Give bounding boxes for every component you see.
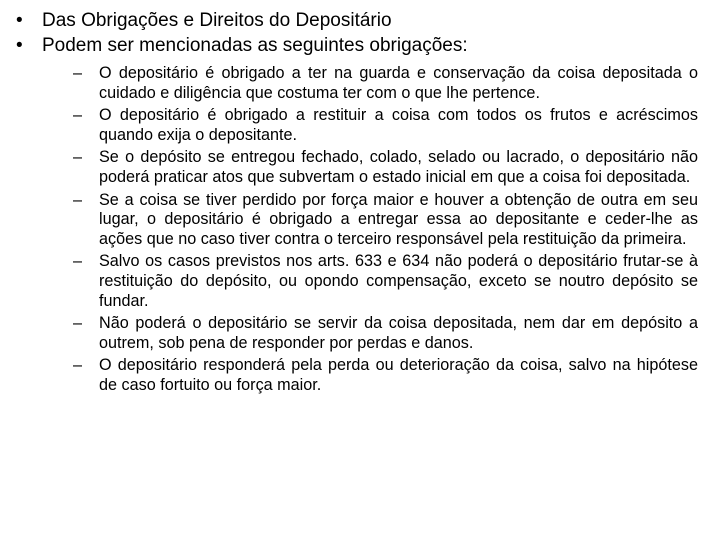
dash-marker: –	[73, 314, 83, 333]
bullet-text: Podem ser mencionadas as seguintes obrigações:	[42, 35, 468, 56]
sub-bullet-item	[73, 64, 698, 103]
dash-marker: –	[73, 106, 83, 125]
sub-bullet-item	[73, 356, 698, 395]
sub-bullet-list	[42, 64, 698, 396]
dash-marker: –	[73, 64, 83, 82]
sub-bullet-text: Não poderá o depositário se servir da coisa depositada, nem dar em depósito a outrem, sob pena de responder por perdas e danos.	[99, 314, 698, 352]
dash-marker: –	[73, 148, 83, 167]
sub-bullet-text: O depositário é obrigado a ter na guarda e conservação da coisa depositada o cuidado e diligência que costuma ter com o que lhe pertence.	[99, 64, 698, 102]
bullet-list	[16, 8, 698, 396]
sub-bullet-text: Se a coisa se tiver perdido por força maior e houver a obtenção de outra em seu lugar, o depositário é obrigado a entregar essa ao depositante e ceder-lhe as ações que no caso tiver contra o terceiro responsável pela restituição da primeira.	[99, 190, 698, 248]
bullet-item-title	[16, 8, 698, 33]
sub-bullet-item	[73, 314, 698, 353]
sub-bullet-text: O depositário é obrigado a restituir a coisa com todos os frutos e acréscimos quando exija o depositante.	[99, 106, 698, 144]
bullet-item-obligations	[16, 33, 698, 396]
bullet-marker: •	[16, 10, 23, 31]
sub-bullet-item	[73, 148, 698, 187]
sub-bullet-item	[73, 191, 698, 250]
sub-bullet-item	[73, 252, 698, 311]
bullet-text: Das Obrigações e Direitos do Depositário	[42, 10, 392, 31]
sub-bullet-text: O depositário responderá pela perda ou deterioração da coisa, salvo na hipótese de caso fortuito ou força maior.	[99, 356, 698, 394]
dash-marker: –	[73, 356, 83, 375]
sub-bullet-item	[73, 106, 698, 145]
bullet-marker: •	[16, 35, 23, 56]
sub-bullet-text: Se o depósito se entregou fechado, colado, selado ou lacrado, o depositário não poderá praticar atos que subvertam o estado inicial em que a coisa foi depositada.	[99, 148, 698, 186]
dash-marker: –	[73, 252, 83, 271]
sub-bullet-text: Salvo os casos previstos nos arts. 633 e 634 não poderá o depositário frutar-se à restituição do depósito, ou opondo compensação, exceto se noutro depósito se fundar.	[99, 252, 698, 310]
dash-marker: –	[73, 190, 83, 209]
